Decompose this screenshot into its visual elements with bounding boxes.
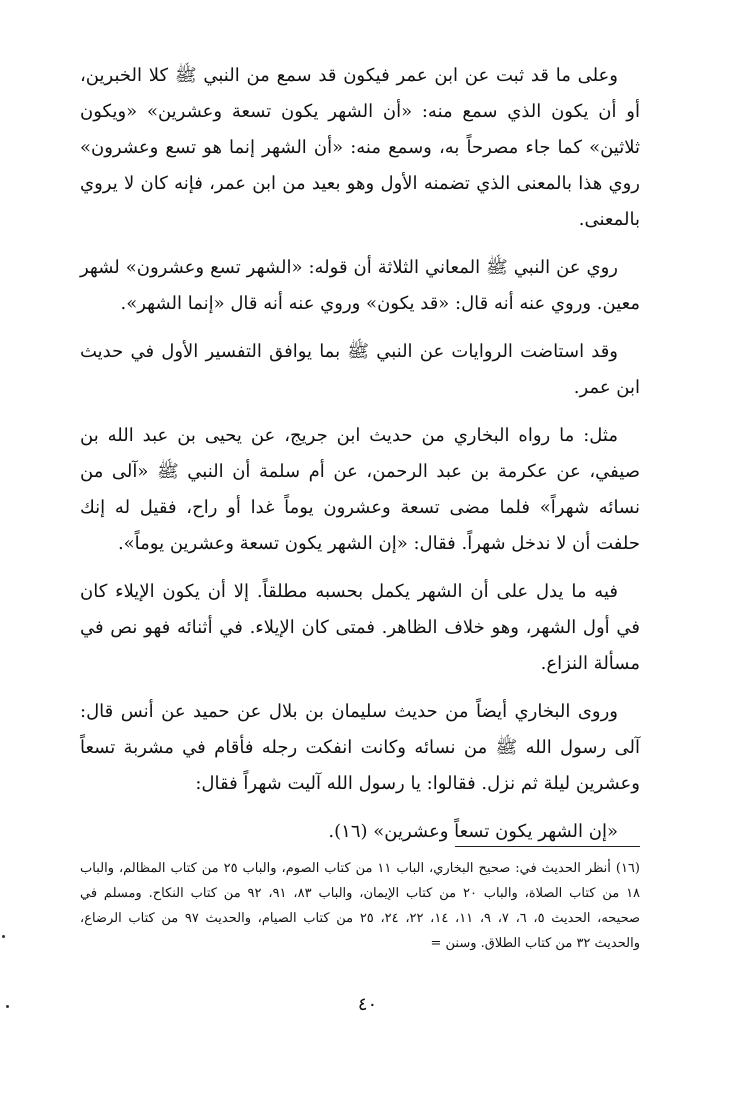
paragraph-3: وقد استاضت الروايات عن النبي ﷺ بما يوافق التفسير الأول في حديث ابن عمر. xyxy=(80,341,640,398)
paragraph-4: مثل: ما رواه البخاري من حديث ابن جريج، عن يحيى بن عبد الله بن صيفي، عن عكرمة بن عبد الرحمن، عن أم سلمة أن النبي ﷺ «آلى من نسائه شهراً» فلما مضى تسعة وعشرون يوماً غدا أو راح، فقيل له إنك حلفت أن لا ندخل شهراً. فقال: «إن الشهر يكون تسعة وعشرين يوماً». xyxy=(80,425,640,554)
scan-speck xyxy=(2,935,5,938)
page-number: ٤٠ xyxy=(357,994,378,1015)
main-text xyxy=(80,58,640,850)
paragraph-2: روي عن النبي ﷺ المعاني الثلاثة أن قوله: «الشهر تسع وعشرون» لشهر معين. وروي عنه أنه قال: «قد يكون» وروي عنه أنه قال «إنما الشهر». xyxy=(80,257,640,314)
paragraph-7: «إن الشهر يكون تسعاً وعشرين» (١٦). xyxy=(328,821,618,842)
footnote-divider xyxy=(455,846,640,847)
scan-speck xyxy=(6,1005,9,1008)
paragraph-1: وعلى ما قد ثبت عن ابن عمر فيكون قد سمع من النبي ﷺ كلا الخبرين، أو أن يكون الذي سمع منه: «أن الشهر يكون تسعة وعشرين» «ويكون ثلاثين» كما جاء مصرحاً به، وسمع منه: «أن الشهر إنما هو تسع وعشرون» روي هذا بالمعنى الذي تضمنه الأول وهو بعيد من ابن عمر، فإنه كان لا يروي بالمعنى. xyxy=(80,65,640,230)
paragraph-5: فيه ما يدل على أن الشهر يكمل بحسبه مطلقاً. إلا أن يكون الإيلاء كان في أول الشهر، وهو خلاف الظاهر. فمتى كان الإيلاء. في أثنائه فهو نص في مسألة النزاع. xyxy=(80,581,640,674)
footnote-16: (١٦) أنظر الحديث في: صحيح البخاري، الباب ١١ من كتاب الصوم، والباب ٢٥ من كتاب المظالم، والباب ١٨ من كتاب الصلاة، والباب ٢٠ من كتاب الإيمان، والباب ٨٣، ٩١، ٩٢ من كتاب النكاح. ومسلم في صحيحه، الحديث ٥، ٦، ٧، ٩، ١١، ١٤، ٢٢، ٢٤، ٢٥ من كتاب الصيام، والحديث ٩٧ من كتاب الرضاع، والحديث ٣٢ من كتاب الطلاق. وسنن = xyxy=(80,861,641,951)
paragraph-6: وروى البخاري أيضاً من حديث سليمان بن بلال عن حميد عن أنس قال: آلى رسول الله ﷺ من نسائه وكانت انفكت رجله فأقام في مشربة تسعاً وعشرين ليلة ثم نزل. فقالوا: يا رسول الله آليت شهراً فقال: xyxy=(80,701,640,794)
